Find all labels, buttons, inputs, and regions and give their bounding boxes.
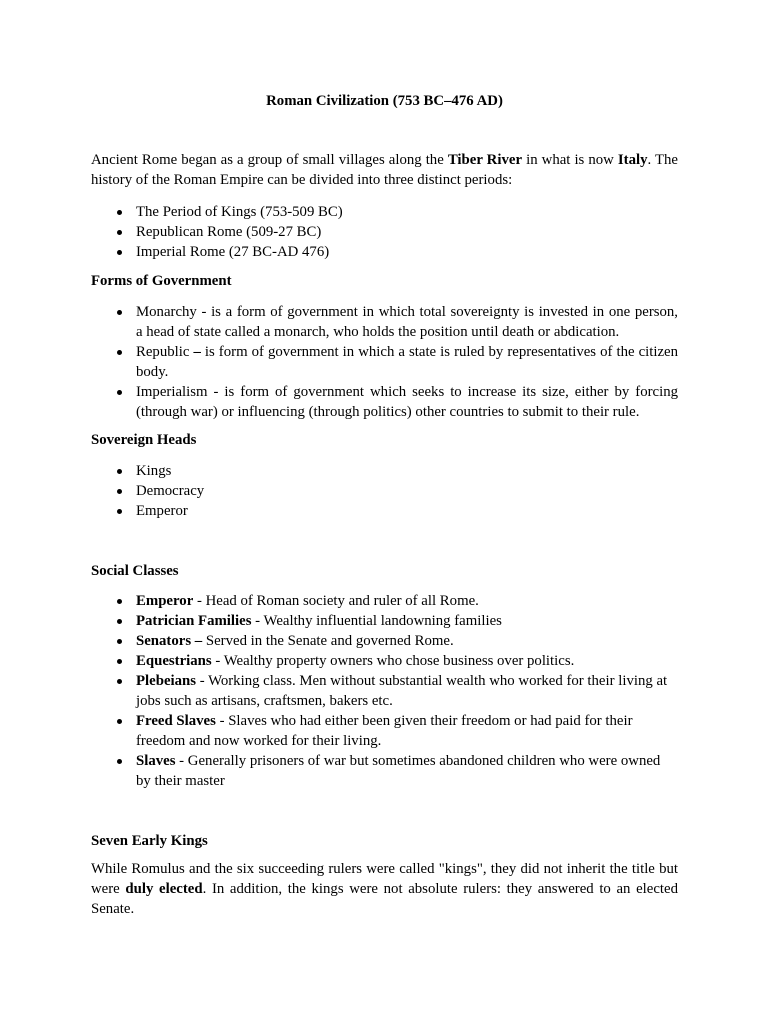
class-description: - Head of Roman society and ruler of all Rome. (193, 593, 479, 609)
intro-paragraph (91, 150, 678, 190)
list-item (136, 202, 678, 222)
sovereign-head-text: Democracy (136, 483, 205, 499)
class-term: Patrician Families (136, 613, 252, 629)
form-description: - is form of government which seeks to increase its size, either by forcing (207, 384, 678, 400)
intro-text: Ancient Rome began as a group of small villages along the (91, 152, 448, 168)
intro-line-2: history of the Roman Empire can be divided into three distinct periods: (91, 172, 513, 188)
form-dash: – (193, 344, 201, 360)
document-body (91, 91, 678, 919)
list-item-line (136, 671, 678, 691)
paragraph-text: . In addition, the kings were not absolute rulers: they answered to an elected (202, 881, 678, 897)
form-term: Republic (136, 344, 194, 360)
class-term: Senators – (136, 633, 203, 649)
paragraph-line-1: While Romulus and the six succeeding rulers were called "kings", they did not inherit the title but (91, 861, 678, 877)
list-item (136, 382, 678, 422)
intro-text: . The (647, 152, 679, 168)
class-description: - Slaves who had either been given their freedom or had paid for their (215, 713, 633, 729)
list-item-line (136, 631, 678, 651)
list-item (136, 591, 678, 611)
list-item-line (136, 342, 678, 362)
section-heading-early-kings: Seven Early Kings (91, 833, 208, 849)
social-classes-list (91, 591, 678, 791)
class-description: - Working class. Men without substantial wealth who worked for their living at (196, 673, 668, 689)
list-item-line (136, 591, 678, 611)
document-title: Roman Civilization (753 BC–476 AD) (266, 93, 503, 109)
tiber-river-term: Tiber River (447, 152, 523, 168)
italy-term: Italy (617, 152, 648, 168)
list-item (136, 501, 678, 521)
intro-text: in what is now (522, 152, 618, 168)
list-item-line (136, 711, 678, 731)
list-item-line (136, 651, 678, 671)
class-description: by their master (136, 773, 225, 789)
class-description: - Wealthy property owners who chose business over politics. (211, 653, 575, 669)
class-description: - Generally prisoners of war but sometimes abandoned children who were owned (175, 753, 661, 769)
sovereign-head-text: Kings (136, 463, 172, 479)
form-description: is form of government in which a state is ruled by representatives of the citizen (200, 344, 679, 360)
list-item-line (136, 751, 678, 771)
class-description: freedom and now worked for their living. (136, 733, 382, 749)
class-description: jobs such as artisans, craftsmen, bakers etc. (136, 693, 393, 709)
form-term: Monarchy (136, 304, 197, 320)
duly-elected-term: duly elected (125, 881, 203, 897)
list-item (136, 302, 678, 342)
list-item (136, 242, 678, 262)
list-item (136, 751, 678, 791)
paragraph-line-2 (91, 879, 678, 899)
class-term: Plebeians (136, 673, 197, 689)
list-item (136, 611, 678, 631)
list-item (136, 222, 678, 242)
early-kings-paragraph (91, 859, 678, 919)
form-description: body. (136, 364, 169, 380)
period-text: The Period of Kings (753-509 BC) (136, 204, 343, 220)
list-item-line (136, 302, 678, 322)
class-term: Freed Slaves (136, 713, 216, 729)
list-item (136, 342, 678, 382)
sovereign-head-text: Emperor (136, 503, 188, 519)
paragraph-text: were (91, 881, 126, 897)
forms-list (91, 302, 678, 422)
form-term: Imperialism (136, 384, 208, 400)
class-term: Equestrians (136, 653, 212, 669)
list-item (136, 671, 678, 711)
class-term: Slaves (136, 753, 176, 769)
list-item-line (136, 611, 678, 631)
sovereign-heads-list (91, 461, 678, 521)
section-heading-social-classes: Social Classes (91, 563, 179, 579)
section-heading-sovereign-heads: Sovereign Heads (91, 432, 197, 448)
class-description: - Wealthy influential landowning families (251, 613, 502, 629)
class-description: Served in the Senate and governed Rome. (202, 633, 454, 649)
list-item (136, 461, 678, 481)
section-heading-forms: Forms of Government (91, 273, 232, 289)
list-item-line (136, 382, 678, 402)
form-description: (through war) or influencing (through politics) other countries to submit to their rule. (136, 404, 640, 420)
list-item (136, 711, 678, 751)
list-item (136, 481, 678, 501)
class-term: Emperor (136, 593, 194, 609)
list-item (136, 631, 678, 651)
paragraph-line-3: Senate. (91, 901, 135, 917)
period-text: Imperial Rome (27 BC-AD 476) (136, 244, 330, 260)
form-description: a head of state called a monarch, who holds the position until death or abdication. (136, 324, 620, 340)
form-description: - is a form of government in which total sovereignty is invested in one person, (196, 304, 678, 320)
periods-list (91, 202, 678, 262)
intro-line-1 (91, 150, 678, 170)
list-item (136, 651, 678, 671)
period-text: Republican Rome (509-27 BC) (136, 224, 322, 240)
